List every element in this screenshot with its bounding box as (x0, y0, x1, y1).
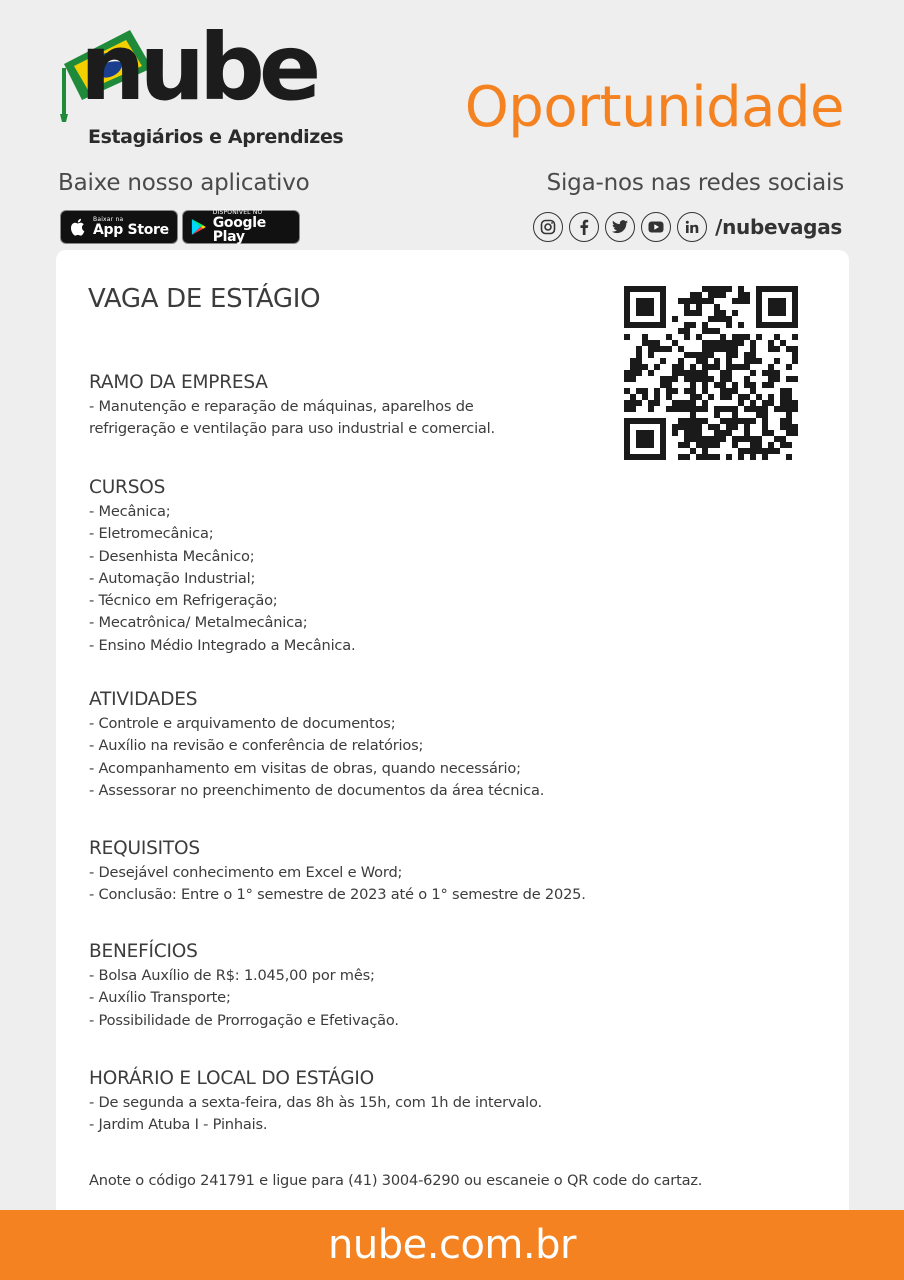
twitter-icon[interactable] (605, 212, 635, 242)
facebook-icon[interactable] (569, 212, 599, 242)
app-store-label: App Store (93, 222, 169, 238)
section-beneficios (89, 941, 729, 1032)
section-heading: CURSOS (89, 477, 166, 498)
footer-bar (0, 1210, 904, 1280)
contact-note: Anote o código 241791 e ligue para (41) 3004-6290 ou escaneie o QR code do cartaz. (89, 1172, 703, 1189)
section-cursos (89, 477, 729, 657)
social-label: Siga-nos nas redes sociais (546, 170, 844, 196)
section-line: - Desejável conhecimento em Excel e Word; (89, 864, 403, 881)
website-link[interactable]: nube.com.br (328, 1222, 576, 1268)
section-line: - Automação Industrial; (89, 569, 256, 587)
app-download-label: Baixe nosso aplicativo (58, 170, 310, 196)
section-line: - Mecânica; (89, 503, 171, 520)
section-line: - Eletromecânica; (89, 525, 214, 543)
job-title: VAGA DE ESTÁGIO (88, 284, 321, 314)
section-heading: ATIVIDADES (89, 689, 198, 710)
section-heading: BENEFÍCIOS (89, 941, 198, 962)
section-line: - Auxílio Transporte; (89, 989, 231, 1007)
section-requisitos (89, 838, 729, 907)
section-line: - Bolsa Auxílio de R$: 1.045,00 por mês; (89, 967, 375, 984)
instagram-icon[interactable] (533, 212, 563, 242)
nube-logo[interactable] (56, 14, 346, 156)
section-heading: REQUISITOS (89, 838, 200, 859)
section-ramo (89, 372, 729, 441)
social-links (533, 212, 842, 242)
google-play-label: Google Play (212, 215, 266, 245)
headline: Oportunidade (464, 75, 844, 140)
section-atividades (89, 689, 729, 802)
logo-tagline: Estagiários e Aprendizes (88, 126, 344, 148)
youtube-icon[interactable] (641, 212, 671, 242)
google-play-icon (191, 217, 207, 237)
section-line: - Mecatrônica/ Metalmecânica; (89, 614, 308, 632)
section-line: - Conclusão: Entre o 1° semestre de 2023 até o 1° semestre de 2025. (89, 886, 586, 904)
apple-icon (69, 217, 87, 237)
section-line: refrigeração e ventilação para uso industrial e comercial. (89, 420, 495, 438)
app-store-small-label: Baixar na (93, 216, 124, 223)
section-line: - Desenhista Mecânico; (89, 547, 255, 565)
logo-wordmark: nube (80, 14, 316, 121)
section-line: - Manutenção e reparação de máquinas, aparelhos de (89, 398, 474, 415)
section-line: - Possibilidade de Prorrogação e Efetivação. (89, 1011, 399, 1029)
section-line: - Acompanhamento em visitas de obras, quando necessário; (89, 759, 521, 777)
section-heading: HORÁRIO E LOCAL DO ESTÁGIO (89, 1068, 374, 1089)
section-line: - Ensino Médio Integrado a Mecânica. (89, 636, 356, 654)
section-line: - Assessorar no preenchimento de documentos da área técnica. (89, 781, 545, 799)
section-horario (89, 1068, 729, 1137)
social-handle[interactable]: /nubevagas (715, 215, 842, 239)
job-card (56, 250, 849, 1220)
linkedin-icon[interactable] (677, 212, 707, 242)
section-line: - Controle e arquivamento de documentos; (89, 715, 396, 732)
section-line: - De segunda a sexta-feira, das 8h às 15h, com 1h de intervalo. (89, 1094, 542, 1111)
section-line: - Jardim Atuba I - Pinhais. (89, 1116, 268, 1134)
section-line: - Auxílio na revisão e conferência de relatórios; (89, 737, 424, 755)
google-play-small-label: DISPONÍVEL NO (212, 209, 263, 216)
section-heading: RAMO DA EMPRESA (89, 372, 268, 393)
app-store-button[interactable] (60, 210, 178, 244)
google-play-button[interactable] (182, 210, 300, 244)
section-line: - Técnico em Refrigeração; (89, 592, 278, 610)
